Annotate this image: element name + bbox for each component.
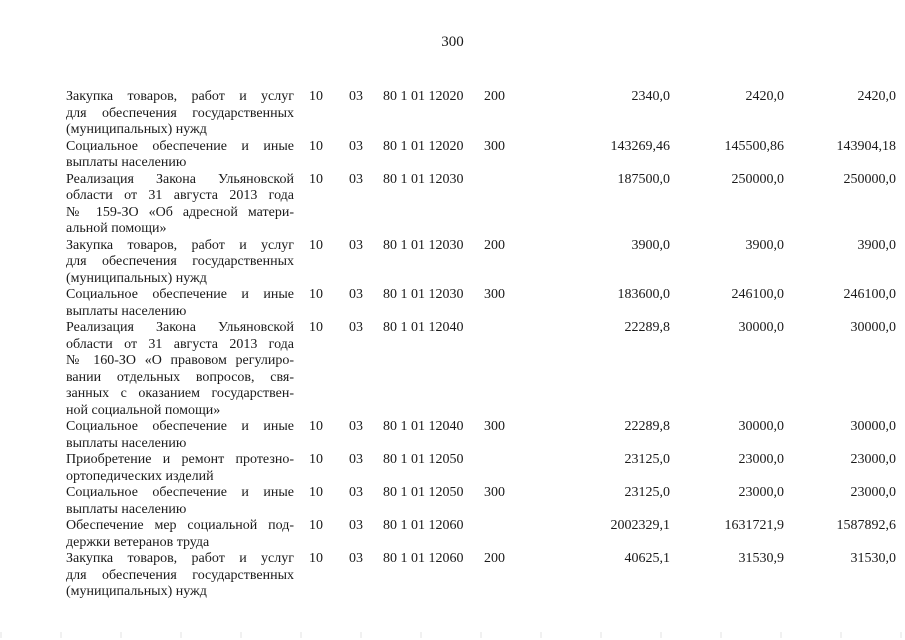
description-line: Закупка товаров, работ и услуг — [66, 237, 294, 253]
subsection-code: 03 — [349, 237, 363, 253]
amount-year-1: 187500,0 — [617, 171, 670, 187]
table-row — [66, 171, 896, 238]
subsection-code: 03 — [349, 452, 363, 467]
expense-type-code: 200 — [484, 89, 505, 104]
amount-year-3: 31530,0 — [850, 551, 896, 566]
amount-year-1: 2340,0 — [631, 89, 670, 104]
section-code: 10 — [309, 89, 323, 104]
subsection-code: 03 — [349, 171, 363, 187]
description-line: ортопедических изделий — [66, 468, 214, 484]
section-code: 10 — [309, 518, 323, 533]
amount-year-3: 3900,0 — [857, 237, 896, 253]
target-article-code: 80 1 01 12040 — [383, 419, 464, 434]
target-article-code: 80 1 01 12060 — [383, 518, 464, 533]
description-line: (муниципальных) нужд — [66, 584, 207, 599]
description-line: области от 31 августа 2013 года — [66, 336, 294, 352]
description-line: № 159-ЗО «Об адресной матери- — [66, 204, 294, 220]
target-article-code: 80 1 01 12050 — [383, 485, 464, 500]
subsection-code: 03 — [349, 320, 363, 335]
section-code: 10 — [309, 171, 323, 187]
description-line: Обеспечение мер социальной под- — [66, 518, 294, 533]
expense-type-code: 300 — [484, 138, 505, 154]
row-description — [66, 320, 294, 419]
row-description — [66, 89, 294, 139]
description-line: Закупка товаров, работ и услуг — [66, 89, 294, 104]
amount-year-2: 30000,0 — [738, 419, 784, 434]
description-line: области от 31 августа 2013 года — [66, 188, 294, 203]
section-code: 10 — [309, 237, 323, 253]
description-line: занных с оказанием государствен- — [66, 386, 294, 401]
description-line: держки ветеранов труда — [66, 534, 210, 550]
description-line: Социальное обеспечение и иные — [66, 138, 294, 154]
description-line: Социальное обеспечение и иные — [66, 419, 294, 434]
section-code: 10 — [309, 551, 323, 566]
description-line: Реализация Закона Ульяновской — [66, 171, 294, 187]
budget-table — [66, 89, 896, 601]
subsection-code: 03 — [349, 485, 363, 500]
description-line: вании отдельных вопросов, свя- — [66, 369, 294, 385]
description-line: для обеспечения государственных — [66, 254, 294, 269]
table-row — [66, 320, 896, 419]
row-description — [66, 287, 294, 320]
target-article-code: 80 1 01 12030 — [383, 287, 464, 302]
target-article-code: 80 1 01 12030 — [383, 171, 464, 187]
amount-year-1: 2002329,1 — [610, 518, 670, 533]
description-line: выплаты населению — [66, 435, 187, 451]
expense-type-code: 300 — [484, 419, 505, 434]
row-description — [66, 452, 294, 485]
expense-type-code: 300 — [484, 485, 505, 500]
description-line: Приобретение и ремонт протезно- — [66, 452, 294, 467]
description-line: Реализация Закона Ульяновской — [66, 320, 294, 335]
description-line: (муниципальных) нужд — [66, 270, 207, 286]
table-row — [66, 551, 896, 601]
amount-year-3: 23000,0 — [850, 485, 896, 500]
expense-type-code: 200 — [484, 237, 505, 253]
amount-year-3: 30000,0 — [850, 419, 896, 434]
amount-year-1: 40625,1 — [624, 551, 670, 566]
description-line: Социальное обеспечение и иные — [66, 485, 294, 500]
table-row — [66, 485, 896, 518]
subsection-code: 03 — [349, 287, 363, 302]
amount-year-2: 23000,0 — [738, 485, 784, 500]
description-line: для обеспечения государственных — [66, 567, 294, 583]
expense-type-code: 200 — [484, 551, 505, 566]
amount-year-2: 246100,0 — [731, 287, 784, 302]
description-line: ной социальной помощи» — [66, 402, 221, 418]
target-article-code: 80 1 01 12020 — [383, 89, 464, 104]
row-description — [66, 419, 294, 452]
target-article-code: 80 1 01 12040 — [383, 320, 464, 335]
description-line: (муниципальных) нужд — [66, 122, 207, 137]
amount-year-3: 1587892,6 — [836, 518, 896, 533]
target-article-code: 80 1 01 12060 — [383, 551, 464, 566]
section-code: 10 — [309, 287, 323, 302]
expense-type-code: 300 — [484, 287, 505, 302]
description-line: альной помощи» — [66, 221, 167, 236]
amount-year-1: 143269,46 — [610, 138, 670, 154]
amount-year-2: 31530,9 — [738, 551, 784, 566]
table-row — [66, 419, 896, 452]
amount-year-2: 23000,0 — [738, 452, 784, 467]
scan-artifact — [0, 632, 905, 638]
row-description — [66, 551, 294, 601]
section-code: 10 — [309, 419, 323, 434]
row-description — [66, 139, 294, 172]
target-article-code: 80 1 01 12050 — [383, 452, 464, 467]
amount-year-3: 23000,0 — [850, 452, 896, 467]
page-number: 300 — [441, 34, 464, 50]
table-row — [66, 452, 896, 485]
row-description — [66, 485, 294, 518]
row-description — [66, 172, 294, 238]
description-line: Социальное обеспечение и иные — [66, 287, 294, 302]
amount-year-3: 2420,0 — [857, 89, 896, 104]
amount-year-2: 1631721,9 — [724, 518, 784, 533]
section-code: 10 — [309, 138, 323, 154]
amount-year-1: 22289,8 — [624, 320, 670, 335]
section-code: 10 — [309, 320, 323, 335]
amount-year-2: 145500,86 — [724, 138, 784, 154]
amount-year-2: 30000,0 — [738, 320, 784, 335]
amount-year-1: 3900,0 — [631, 237, 670, 253]
description-line: выплаты населению — [66, 501, 187, 517]
amount-year-3: 246100,0 — [843, 287, 896, 302]
section-code: 10 — [309, 485, 323, 500]
table-row — [66, 138, 896, 172]
subsection-code: 03 — [349, 419, 363, 434]
target-article-code: 80 1 01 12030 — [383, 237, 464, 253]
description-line: № 160-ЗО «О правовом регулиро- — [66, 353, 294, 368]
amount-year-3: 30000,0 — [850, 320, 896, 335]
description-line: для обеспечения государственных — [66, 105, 294, 121]
table-row — [66, 89, 896, 139]
table-row — [66, 287, 896, 320]
amount-year-1: 23125,0 — [624, 485, 670, 500]
description-line: выплаты населению — [66, 155, 187, 170]
subsection-code: 03 — [349, 551, 363, 566]
amount-year-1: 183600,0 — [617, 287, 670, 302]
section-code: 10 — [309, 452, 323, 467]
description-line: Закупка товаров, работ и услуг — [66, 551, 294, 566]
target-article-code: 80 1 01 12020 — [383, 138, 464, 154]
amount-year-3: 143904,18 — [836, 138, 896, 154]
amount-year-2: 250000,0 — [731, 171, 784, 187]
table-row — [66, 518, 896, 551]
subsection-code: 03 — [349, 518, 363, 533]
amount-year-3: 250000,0 — [843, 171, 896, 187]
row-description — [66, 518, 294, 551]
amount-year-1: 22289,8 — [624, 419, 670, 434]
subsection-code: 03 — [349, 89, 363, 104]
subsection-code: 03 — [349, 138, 363, 154]
row-description — [66, 238, 294, 288]
amount-year-1: 23125,0 — [624, 452, 670, 467]
table-row — [66, 237, 896, 288]
amount-year-2: 2420,0 — [745, 89, 784, 104]
amount-year-2: 3900,0 — [745, 237, 784, 253]
description-line: выплаты населению — [66, 303, 187, 319]
